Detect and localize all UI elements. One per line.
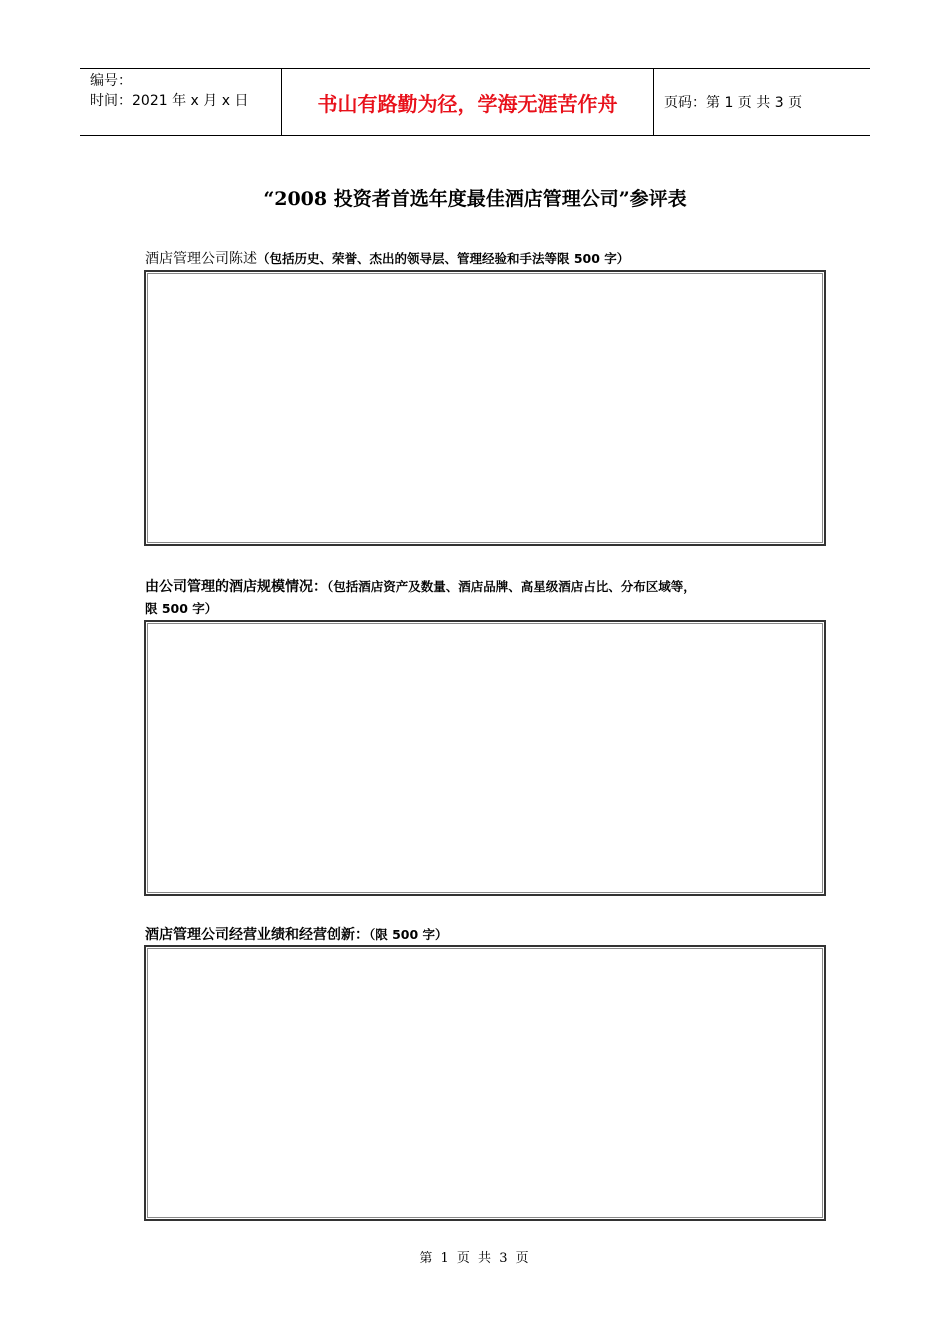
section-1-note: （包括历史、荣誉、杰出的领导层、管理经验和手法等限 500 字）: [257, 251, 630, 266]
number-label: 编号：: [90, 73, 132, 89]
hotel-scale-box[interactable]: [144, 620, 826, 896]
page-footer: 第 1 页 共 3 页: [419, 1251, 531, 1266]
section-label-performance: [145, 924, 825, 946]
section-1-label: 酒店管理公司陈述: [145, 251, 257, 267]
company-statement-box[interactable]: [144, 270, 826, 546]
page-info: 页码：第 1 页 共 3 页: [664, 95, 803, 111]
section-2-note: （包括酒店资产及数量、酒店品牌、高星级酒店占比、分布区域等，: [327, 579, 696, 594]
performance-box[interactable]: [144, 945, 826, 1221]
header-page-cell: [654, 69, 870, 135]
time-label: 时间：2021 年 x 月 x 日: [90, 93, 249, 109]
document-header: [80, 68, 870, 136]
section-label-hotel-scale: [145, 576, 825, 620]
document-title: “2008 投资者首选年度最佳酒店管理公司”参评表: [263, 188, 687, 210]
section-2-label: 由公司管理的酒店规模情况：: [145, 579, 327, 595]
section-2-note-cont: 限 500 字）: [145, 601, 218, 616]
section-3-note: （限 500 字）: [369, 927, 448, 942]
section-3-label: 酒店管理公司经营业绩和经营创新：: [145, 927, 369, 943]
header-meta-cell: [80, 69, 282, 135]
motto-text: 书山有路勤为径，学海无涯苦作舟: [317, 91, 618, 116]
header-motto-cell: [282, 69, 654, 135]
section-label-company-statement: [145, 248, 825, 270]
